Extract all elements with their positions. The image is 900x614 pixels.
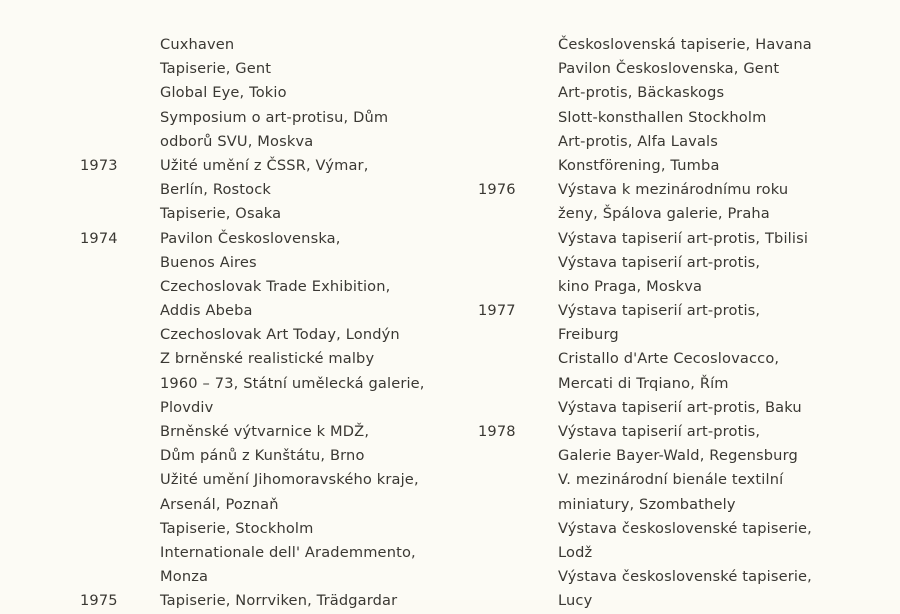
exhibition-text: Pavilon Československa, Gent xyxy=(558,60,780,78)
exhibition-text: Československá tapiserie, Havana xyxy=(558,36,812,53)
exhibition-text: Z brněnské realistické malby xyxy=(160,350,375,368)
exhibition-text: Výstava československé tapiserie, xyxy=(558,519,812,537)
exhibition-text: Cristallo d'Arte Cecoslovacco, xyxy=(558,350,780,368)
exhibition-text: Galerie Bayer-Wald, Regensburg xyxy=(558,447,798,465)
exhibition-text: Tapiserie, Gent xyxy=(160,60,272,78)
year-label: 1976 xyxy=(478,181,516,199)
exhibition-text: Tapiserie, Stockholm xyxy=(160,519,314,537)
exhibition-text: Výstava tapiserií art-protis, xyxy=(558,253,761,271)
exhibition-text: Výstava tapiserií art-protis, xyxy=(558,423,761,440)
year-label: 1973 xyxy=(80,156,118,174)
exhibition-text: Výstava československé tapiserie, xyxy=(558,568,812,586)
exhibition-text: ženy, Špálova galerie, Praha xyxy=(558,205,770,223)
exhibition-text: Berlín, Rostock xyxy=(160,181,272,199)
exhibition-text: Monza xyxy=(160,568,209,586)
year-label: 1977 xyxy=(478,302,516,320)
exhibition-text: Tapiserie, Norrviken, Trädgardar xyxy=(160,592,398,610)
exhibition-text: odborů SVU, Moskva xyxy=(160,132,314,150)
exhibition-text: Global Eye, Tokio xyxy=(160,84,287,102)
exhibition-text: Lodž xyxy=(558,543,593,561)
exhibition-text: Buenos Aires xyxy=(160,253,257,271)
exhibition-text: Výstava tapiserií art-protis, Baku xyxy=(558,398,802,416)
exhibition-text: Výstava k mezinárodnímu roku xyxy=(558,181,789,199)
exhibition-text: Konstförening, Tumba xyxy=(558,156,720,174)
exhibition-text: Brněnské výtvarnice k MDŽ, xyxy=(160,423,370,440)
exhibition-text: V. mezinárodní bienále textilní xyxy=(558,471,784,489)
exhibition-text: Pavilon Československa, xyxy=(160,229,341,247)
exhibition-text: Art-protis, Bäckaskogs xyxy=(558,84,725,102)
exhibition-text: Arsenál, Poznaň xyxy=(160,495,279,513)
exhibition-text: Slott-konsthallen Stockholm xyxy=(558,108,767,126)
exhibition-text: kino Praga, Moskva xyxy=(558,277,703,295)
exhibition-text: Tapiserie, Osaka xyxy=(160,205,282,223)
exhibition-text: Symposium o art-protisu, Dům xyxy=(160,108,389,126)
exhibition-text: Výstava tapiserií art-protis, xyxy=(558,302,761,320)
exhibition-text: Dům pánů z Kunštátu, Brno xyxy=(160,447,365,465)
exhibition-text: Plovdiv xyxy=(160,398,214,416)
year-label: 1974 xyxy=(80,229,118,247)
exhibition-text: Cuxhaven xyxy=(160,36,235,53)
exhibition-text: miniatury, Szombathely xyxy=(558,495,736,513)
exhibition-text: Czechoslovak Trade Exhibition, xyxy=(160,277,391,295)
exhibition-text: 1960 – 73, Státní umělecká galerie, xyxy=(160,374,425,392)
exhibition-text: Internationale dell' Arademmento, xyxy=(160,543,416,561)
exhibition-text: Czechoslovak Art Today, Londýn xyxy=(160,326,400,344)
exhibition-text: Užité umění Jihomoravského kraje, xyxy=(160,471,419,489)
exhibition-text: Art-protis, Alfa Lavals xyxy=(558,132,719,150)
year-label: 1975 xyxy=(80,592,118,610)
exhibition-text: Mercati di Trqiano, Řím xyxy=(558,374,729,392)
exhibition-text: Addis Abeba xyxy=(160,302,253,320)
exhibition-text: Výstava tapiserií art-protis, Tbilisi xyxy=(558,229,809,247)
exhibition-text: Freiburg xyxy=(558,326,619,344)
year-label: 1978 xyxy=(478,423,516,440)
exhibition-text: Lucy xyxy=(558,592,593,610)
exhibition-text: Užité umění z ČSSR, Výmar, xyxy=(160,156,369,174)
